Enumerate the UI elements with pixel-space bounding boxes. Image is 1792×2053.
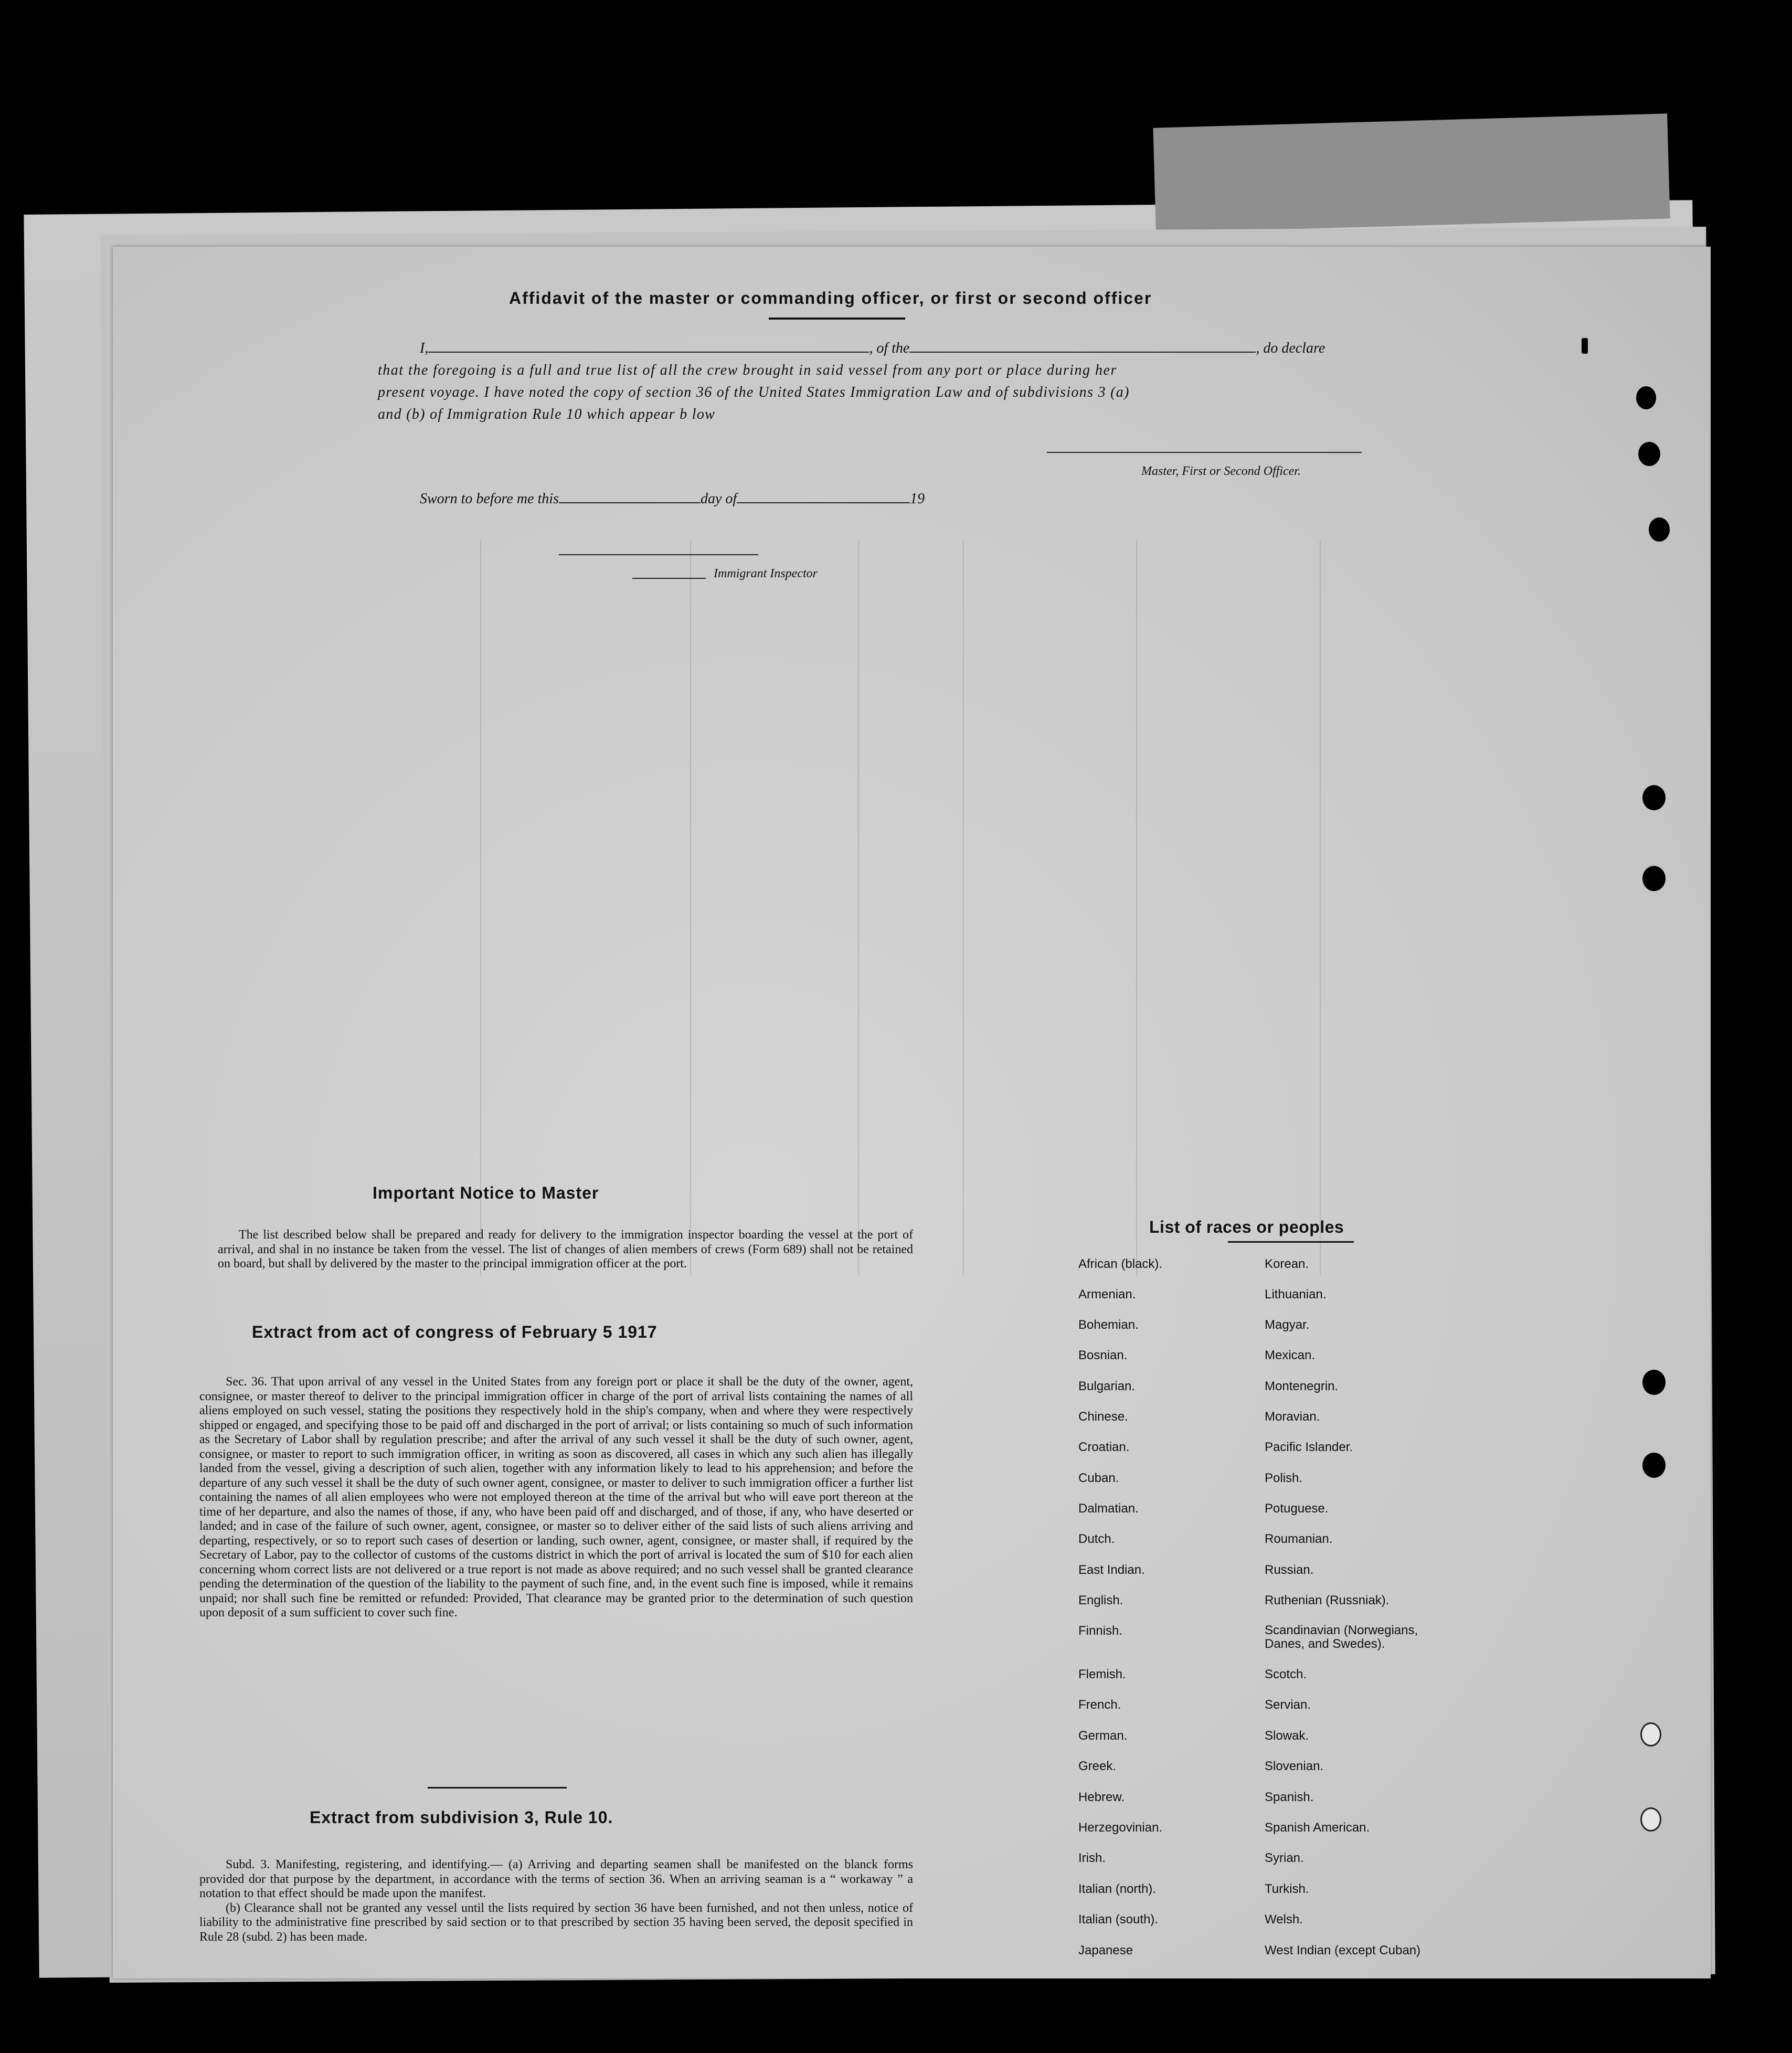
bleed-column-line	[1320, 541, 1321, 1275]
bleed-column-line	[858, 541, 859, 1275]
affidavit-line-3: present voyage. I have noted the copy of section 36 of the United States Immigration Law and of subdivisions 3 (a)	[378, 384, 1130, 400]
race-item: Finnish.	[1078, 1624, 1123, 1638]
race-item: Pacific Islander.	[1265, 1440, 1353, 1454]
race-item: Lithuanian.	[1265, 1287, 1327, 1301]
race-item: Italian (north).	[1078, 1882, 1157, 1896]
race-item: Chinese.	[1078, 1410, 1128, 1424]
folded-paper-strip	[1153, 113, 1670, 232]
race-item: Scotch.	[1265, 1667, 1307, 1681]
punch-hole	[1638, 442, 1660, 466]
sworn-day-field[interactable]	[559, 502, 701, 503]
race-item: Magyar.	[1265, 1318, 1310, 1332]
race-item: Scandinavian (Norwegians, Danes, and Swedes).	[1265, 1623, 1418, 1651]
extract-act-body	[199, 1375, 913, 1621]
affidavit-line-1	[420, 340, 1325, 357]
affidavit-i-label: I,	[420, 340, 429, 356]
race-item: Bohemian.	[1078, 1318, 1139, 1332]
bleed-column-line	[963, 541, 964, 1275]
section-divider	[428, 1787, 567, 1789]
race-item: Cuban.	[1078, 1471, 1119, 1485]
ink-mark	[1582, 338, 1588, 354]
race-item: Polish.	[1265, 1471, 1303, 1485]
bleed-column-line	[1136, 541, 1137, 1275]
race-item: Greek.	[1078, 1759, 1117, 1773]
race-item: Slowak.	[1265, 1729, 1309, 1743]
race-item: Armenian.	[1078, 1287, 1136, 1301]
race-item: Moravian.	[1265, 1410, 1320, 1424]
master-name-field[interactable]	[428, 351, 869, 353]
bleed-column-line	[480, 541, 481, 1275]
race-item: Croatian.	[1078, 1440, 1130, 1454]
race-item: West Indian (except Cuban)	[1265, 1943, 1421, 1957]
race-item: Korean.	[1265, 1257, 1309, 1271]
extract-rule-title: Extract from subdivision 3, Rule 10.	[310, 1808, 613, 1827]
signature-label: Master, First or Second Officer.	[1141, 464, 1301, 478]
vessel-name-field[interactable]	[909, 351, 1256, 353]
bleed-column-line	[690, 541, 691, 1275]
race-item: Mexican.	[1265, 1348, 1316, 1362]
sworn-year-label: 19	[910, 491, 925, 507]
section-36-text: Sec. 36. That upon arrival of any vessel in the United States from any foreign port or place it shall be the duty of the owner, agent, consignee, or master thereof to deliver to the principal immigration officer in charge of the port of arrival lists containing the names of all aliens employed on such vessel, stating the positions they respectively hold in the ship's company, when and where they were respectively shipped or engaged, and specifying those to be paid off and discharged in the port of arrival; or lists containing so much of such information as the Secretary of Labor shall by regulation prescribe; and after the arrival of any such vessel it shall be the duty of such owner, agent, consignee, or master to report to such immigration officer, in writing as soon as discovered, all cases in which any such alien has illegally landed from the vessel, giving a description of such alien, together with any information likely to lead to his apprehension; and before the departure of any such vessel it shall be the duty of such owner agent, consignee, or master to deliver to such immigration officer a further list containing the names of all alien employees who were not employed thereon at the time of the arrival but who will eave port thereon at the time of her departure, and also the names of those, if any, who have been paid off and discharged, and of those, if any, who have deserted or landed; and in case of the failure of such owner, agent, consignee, or master so to deliver either of the said lists of such aliens arriving and departing, respectively, or so to report such cases of desertion or landing, such owner, agent, consignee, or master shall, if required by the Secretary of Labor, pay to the collector of customs of the customs district in which the port of arrival is located the sum of $10 for each alien concerning whom correct lists are not delivered or a true report is not made as above required; and no such vessel shall be granted clearance pending the determination of the question of the liability to the payment of such fine, and, in the event such fine is imposed, while it remains unpaid; nor shall such fine be remitted or refunded: Provided, That clearance may be granted prior to the determination of such question upon deposit of a sum sufficient to cover such fine.	[199, 1375, 913, 1620]
race-item: Italian (south).	[1078, 1912, 1159, 1927]
inspector-label: Immigrant Inspector	[714, 567, 818, 580]
sworn-line	[420, 491, 925, 507]
race-item: German.	[1078, 1729, 1128, 1743]
race-item: Russian.	[1265, 1563, 1314, 1577]
subdivision-b-text: (b) Clearance shall not be granted any vessel until the lists required by section 36 have been furnished, and not then unless, notice of liability to the administrative fine prescribed by said section or to that prescribed by section 35 having been served, the deposit specified in Rule 28 (subd. 2) has been made.	[199, 1901, 913, 1944]
race-item: Potuguese.	[1265, 1501, 1329, 1516]
affidavit-title: Affidavit of the master or commanding officer, or first or second officer	[509, 289, 1152, 308]
notice-title: Important Notice to Master	[373, 1183, 599, 1202]
race-item: Herzegovinian.	[1078, 1821, 1163, 1835]
affidavit-line-4: and (b) of Immigration Rule 10 which appear b low	[378, 406, 716, 422]
punch-hole	[1636, 386, 1656, 409]
affidavit-line-2: that the foregoing is a full and true list of all the crew brought in said vessel from any port or place during her	[378, 362, 1117, 378]
races-title: List of races or peoples	[1149, 1218, 1344, 1236]
punch-hole	[1649, 517, 1670, 542]
punch-hole	[1640, 1807, 1661, 1832]
sworn-month-field[interactable]	[737, 502, 910, 503]
race-item: Turkish.	[1265, 1882, 1309, 1896]
notice-text: The list described below shall be prepared and ready for delivery to the immigration inspector boarding the vessel at the port of arrival, and shal in no instance be taken from the vessel. The list of changes of alien members of crews (Form 689) shall not be retained on board, but shall by delivered by the master to the principal immigration officer at the port.	[218, 1228, 913, 1271]
punch-hole	[1640, 1722, 1661, 1747]
affidavit-declare-label: , do declare	[1256, 340, 1326, 356]
punch-hole	[1642, 1370, 1666, 1395]
sworn-day-label: day of	[700, 491, 737, 507]
race-item: Hebrew.	[1078, 1790, 1125, 1804]
race-item: Ruthenian (Russniak).	[1265, 1593, 1390, 1607]
race-item: Flemish.	[1078, 1667, 1126, 1681]
punch-hole	[1642, 785, 1666, 810]
punch-hole	[1642, 1453, 1666, 1478]
race-item: Japanese	[1078, 1943, 1133, 1957]
race-item: Spanish American.	[1265, 1821, 1370, 1835]
race-item: Servian.	[1265, 1698, 1311, 1712]
race-item: Bosnian.	[1078, 1348, 1128, 1362]
notice-body	[218, 1228, 913, 1272]
race-item: Dalmatian.	[1078, 1501, 1139, 1516]
inspector-signature-line-2[interactable]	[632, 577, 706, 579]
race-item: Irish.	[1078, 1851, 1106, 1865]
race-item: Slovenian.	[1265, 1759, 1324, 1773]
inspector-signature-line[interactable]	[559, 554, 758, 555]
race-item: East Indian.	[1078, 1563, 1145, 1577]
race-item: Syrian.	[1265, 1851, 1304, 1865]
race-item: English.	[1078, 1593, 1123, 1607]
race-item: French.	[1078, 1698, 1121, 1712]
race-item: Welsh.	[1265, 1912, 1303, 1927]
title-rule	[769, 318, 905, 320]
race-item: Spanish.	[1265, 1790, 1314, 1804]
signature-line[interactable]	[1047, 451, 1362, 453]
document-page	[113, 247, 1711, 1978]
race-item: African (black).	[1078, 1257, 1163, 1271]
extract-act-title: Extract from act of congress of February 5 1917	[252, 1322, 658, 1341]
races-title-rule	[1228, 1241, 1354, 1243]
extract-rule-body	[199, 1858, 913, 1944]
sworn-prefix: Sworn to before me this	[420, 491, 559, 507]
affidavit-of-the-label: , of the	[869, 340, 910, 356]
subdivision-a-text: Subd. 3. Manifesting, registering, and identifying.— (a) Arriving and departing seamen shall be manifested on the blanck forms provided dor that purpose by the department, in accordance with the terms of section 36. When an arriving seaman is a “ workaway ” a notation to that effect should be made upon the manifest.	[199, 1858, 913, 1900]
race-item: Montenegrin.	[1265, 1379, 1339, 1393]
race-item: Bulgarian.	[1078, 1379, 1136, 1393]
race-item: Dutch.	[1078, 1532, 1115, 1546]
punch-hole	[1642, 866, 1666, 891]
race-item: Roumanian.	[1265, 1532, 1333, 1546]
